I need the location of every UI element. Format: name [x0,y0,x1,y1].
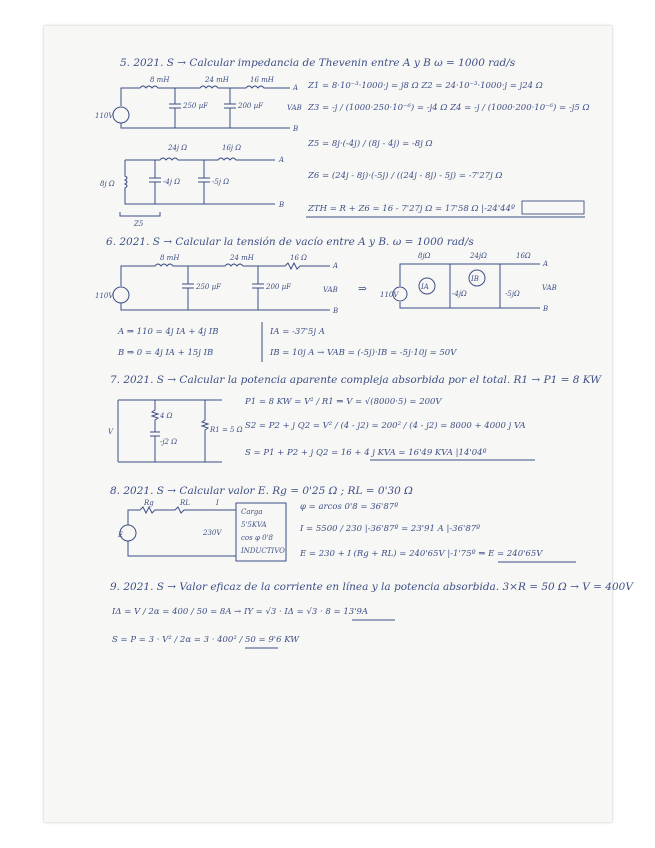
p6-node-a2: A [543,260,549,268]
p6-z-minus-4j: -4jΩ [452,290,467,298]
p6-capacitor-250uf: 250 µF [196,283,221,291]
p6-z-24j: 24jΩ [470,252,487,260]
p5-eq-4: Z6 = (24j - 8j)·(-5j) / ((24j - 8j) - 5j) = -7'27j Ω [308,171,503,181]
p6-node-b2: B [543,305,549,313]
z-minus-5j-label: -5j Ω [212,178,230,186]
p9-eq-2: S = P = 3 · V² / 2α = 3 · 400² / 50 = 9'6 KW [112,635,299,645]
problem-6-header: 6. 2021. S → Calcular la tensión de vacío entre A y B. ω = 1000 rad/s [106,236,474,248]
p6-z-8j: 8jΩ [418,252,431,260]
p8-eq-2: I = 5500 / 230 |-36'87º = 23'91 A |-36'87º [300,524,481,534]
problem-5-circuit-2 [100,144,284,228]
p7-v-label: V [108,428,114,436]
p6-node-b: B [333,307,339,315]
inductor-8mh-label: 8 mH [150,76,170,84]
vab-label: VAB [287,104,302,112]
p7-z-4: 4 Ω [160,412,173,420]
p6-capacitor-200uf: 200 µF [266,283,291,291]
p8-v-label: 230V [203,529,222,537]
p6-ia-label: IA [421,283,429,291]
p8-rl-label: RL [180,499,190,507]
p5-result: ZTH = R + Z6 = 16 - 7'27j Ω = 17'58 Ω |-24'44º [308,204,515,214]
p8-rg-label: Rg [144,499,154,507]
p8-e-label: E [118,531,124,539]
p7-eq-1: P1 = 8 KW = V² / R1 ⇒ V = √(8000·5) = 200V [245,397,442,407]
problem-8-circuit [117,499,286,561]
z-24j-label: 24j Ω [168,144,188,152]
p6-z-16: 16Ω [516,252,531,260]
node-a-label: A [293,84,299,92]
p8-load-line2: 5'5KVA [241,521,267,529]
inductor-24mh-label: 24 mH [205,76,229,84]
p6-arrow: ⇒ [358,283,367,295]
p5-eq-1: Z1 = 8·10⁻³·1000·j = j8 Ω Z2 = 24·10⁻³·1000·j = j24 Ω [308,81,543,91]
problem-5-header: 5. 2021. S → Calcular impedancia de Thevenin entre A y B ω = 1000 rad/s [120,57,516,69]
source-110v-label: 110V [95,112,114,120]
problem-8-header: 8. 2021. S → Calcular valor E. Rg = 0'25 Ω ; RL = 0'30 Ω [110,485,413,497]
node-a2-label: A [279,156,285,164]
p8-eq-3: E = 230 + I (Rg + RL) = 240'65V |-1'75º ⇒ E = 240'65V [300,549,543,559]
z-minus-4j-label: -4j Ω [163,178,181,186]
p6-sol-ib: IB = 10j A → VAB = (-5j)·IB = -5j·10j = 50V [270,348,457,358]
p6-sol-ia: IA = -37'5j A [270,327,325,337]
node-b-label: B [293,125,299,133]
p7-eq-2: S2 = P2 + j Q2 = V² / (4 - j2) = 200² / (4 - j2) = 8000 + 4000 j VA [245,421,526,431]
capacitor-250uf-label: 250 µF [183,102,208,110]
p8-load-line3: cos φ 0'8 [241,534,273,542]
p8-load-line1: Carga [241,508,263,516]
problem-6-circuit-1 [95,254,338,315]
p6-ib-label: IB [471,275,479,283]
p7-eq-3: S = P1 + P2 + j Q2 = 16 + 4 j KVA = 16'49 KVA |14'04º [245,448,487,458]
p7-z-minus-j2: -j2 Ω [160,438,178,446]
p6-eq-b: B ⇒ 0 = 4j IA + 15j IB [118,348,214,358]
z-8j-label: 8j Ω [100,180,115,188]
p6-vab2: VAB [542,284,557,292]
p6-node-a: A [333,262,339,270]
problem-7-circuit [108,400,243,462]
p7-r1-label: R1 = 5 Ω [210,426,243,434]
p8-i-label: I [216,499,219,507]
p5-eq-3: Z5 = 8j·(-4j) / (8j - 4j) = -8j Ω [308,139,433,149]
p8-load-line4: INDUCTIVO [241,547,285,555]
p8-eq-1: φ = arcos 0'8 = 36'87º [300,502,399,512]
p6-vab-label: VAB [323,286,338,294]
problem-7-header: 7. 2021. S → Calcular la potencia aparente compleja absorbida por el total. R1 → P1 = 8 KW [110,374,602,386]
p9-eq-1: IΔ = V / 2α = 400 / 50 = 8A → IY = √3 · IΔ = √3 · 8 = 13'9A [112,607,369,617]
inductor-16mh-label: 16 mH [250,76,274,84]
p6-source-110v: 110V [95,292,114,300]
problem-5-circuit-1 [95,76,302,133]
p6-inductor-8mh: 8 mH [160,254,180,262]
z-16j-label: 16j Ω [222,144,242,152]
p5-eq-2: Z3 = -j / (1000·250·10⁻⁶) = -j4 Ω Z4 = -j / (1000·200·10⁻⁶) = -j5 Ω [308,103,590,113]
p6-source2: 110V [380,291,399,299]
capacitor-200uf-label: 200 µF [238,102,263,110]
z5-bracket-label: Z5 [134,220,144,228]
p6-resistor-16: 16 Ω [290,254,307,262]
p6-eq-a: A ⇒ 110 = 4j IA + 4j IB [118,327,219,337]
problem-6-circuit-2 [380,252,557,313]
node-b2-label: B [279,201,285,209]
p6-inductor-24mh: 24 mH [230,254,254,262]
problem-9-header: 9. 2021. S → Valor eficaz de la corriente en línea y la potencia absorbida. 3×R = 50 Ω → V = 400V [110,581,633,593]
p6-z-minus-5j: -5jΩ [505,290,520,298]
